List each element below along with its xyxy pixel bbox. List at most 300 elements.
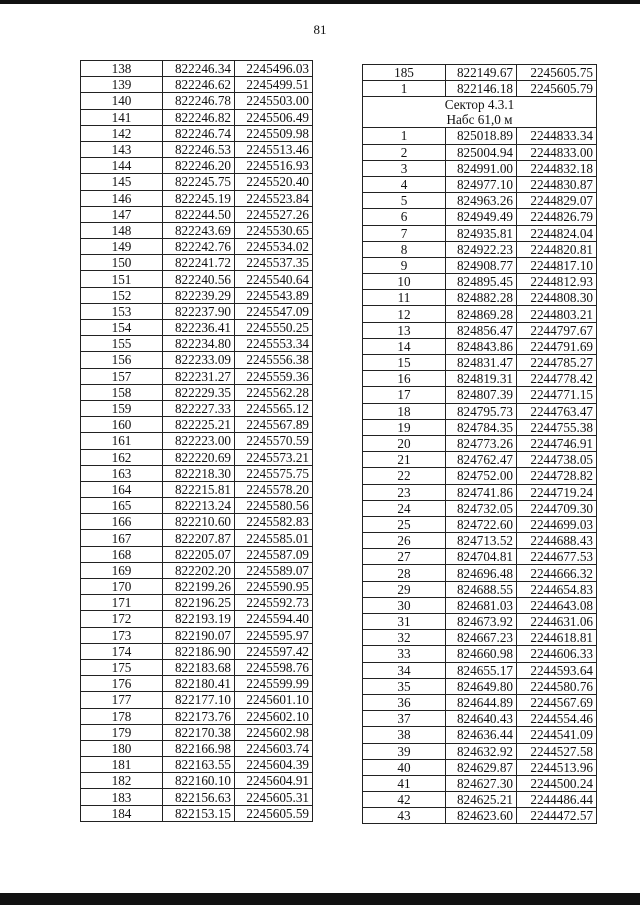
- table-row: [81, 724, 313, 740]
- point-number: 145: [81, 174, 163, 190]
- coordinate-y: 2245513.46: [235, 141, 313, 157]
- coordinate-y: 2245534.02: [235, 239, 313, 255]
- coordinate-y: 2244824.04: [517, 225, 597, 241]
- point-number: 174: [81, 643, 163, 659]
- table-row: [81, 158, 313, 174]
- point-number: 39: [363, 743, 446, 759]
- coordinate-y: 2245547.09: [235, 303, 313, 319]
- point-number: 23: [363, 484, 446, 500]
- point-number: 148: [81, 222, 163, 238]
- table-row: [363, 533, 597, 549]
- coordinate-x: 822207.87: [163, 530, 235, 546]
- coordinate-y: 2245527.26: [235, 206, 313, 222]
- coordinate-y: 2245605.59: [235, 805, 313, 821]
- coordinate-x: 824722.60: [446, 516, 517, 532]
- coordinate-y: 2244832.18: [517, 160, 597, 176]
- point-number: 6: [363, 209, 446, 225]
- coordinate-x: 822231.27: [163, 368, 235, 384]
- coordinate-x: 824640.43: [446, 711, 517, 727]
- section-title: Сектор 4.3.1: [444, 97, 515, 113]
- coordinate-y: 2245605.79: [517, 81, 597, 97]
- point-number: 153: [81, 303, 163, 319]
- coordinate-y: 2244812.93: [517, 274, 597, 290]
- table-row: [81, 239, 313, 255]
- table-row: [363, 355, 597, 371]
- coordinate-x: 822233.09: [163, 352, 235, 368]
- point-number: 17: [363, 387, 446, 403]
- table-row: [363, 468, 597, 484]
- point-number: 169: [81, 562, 163, 578]
- coordinate-y: 2244820.81: [517, 241, 597, 257]
- coordinate-x: 822220.69: [163, 449, 235, 465]
- point-number: 178: [81, 708, 163, 724]
- coordinate-x: 824627.30: [446, 775, 517, 791]
- coordinate-y: 2244771.15: [517, 387, 597, 403]
- section-subtitle: Набс 61,0 м: [446, 112, 513, 128]
- table-row: [363, 694, 597, 710]
- coordinate-x: 822242.76: [163, 239, 235, 255]
- table-row: [81, 579, 313, 595]
- table-row: [363, 290, 597, 306]
- coordinates-table-right: [362, 64, 597, 824]
- coordinate-y: 2245523.84: [235, 190, 313, 206]
- coordinate-y: 2244567.69: [517, 694, 597, 710]
- table-row: [363, 630, 597, 646]
- table-row: [363, 387, 597, 403]
- coordinate-y: 2244817.10: [517, 257, 597, 273]
- table-row: [363, 274, 597, 290]
- coordinate-y: 2245567.89: [235, 417, 313, 433]
- coordinate-x: 822199.26: [163, 579, 235, 595]
- point-number: 168: [81, 546, 163, 562]
- coordinate-y: 2245582.83: [235, 514, 313, 530]
- point-number: 21: [363, 452, 446, 468]
- point-number: 167: [81, 530, 163, 546]
- point-number: 179: [81, 724, 163, 740]
- coordinate-y: 2245587.09: [235, 546, 313, 562]
- coordinate-y: 2245578.20: [235, 481, 313, 497]
- coordinate-y: 2244738.05: [517, 452, 597, 468]
- table-row: [81, 611, 313, 627]
- point-number: 142: [81, 125, 163, 141]
- point-number: 165: [81, 498, 163, 514]
- coordinate-y: 2244728.82: [517, 468, 597, 484]
- coordinate-x: 824741.86: [446, 484, 517, 500]
- table-row: [81, 659, 313, 675]
- point-number: 170: [81, 579, 163, 595]
- coordinate-y: 2245556.38: [235, 352, 313, 368]
- coordinate-y: 2244486.44: [517, 792, 597, 808]
- section-header-row: [363, 97, 597, 128]
- coordinate-x: 824895.45: [446, 274, 517, 290]
- coordinate-x: 824688.55: [446, 581, 517, 597]
- coordinate-y: 2245537.35: [235, 255, 313, 271]
- coordinates-table-left: [80, 60, 313, 822]
- coordinate-y: 2245565.12: [235, 400, 313, 416]
- point-number: 11: [363, 290, 446, 306]
- table-row: [363, 711, 597, 727]
- coordinate-x: 822246.74: [163, 125, 235, 141]
- table-row: [81, 125, 313, 141]
- coordinate-x: 824991.00: [446, 160, 517, 176]
- point-number: 156: [81, 352, 163, 368]
- point-number: 162: [81, 449, 163, 465]
- coordinate-x: 824623.60: [446, 808, 517, 824]
- table-row: [81, 174, 313, 190]
- coordinate-x: 822202.20: [163, 562, 235, 578]
- table-row: [81, 546, 313, 562]
- table-row: [363, 775, 597, 791]
- point-number: 183: [81, 789, 163, 805]
- coordinate-y: 2244833.34: [517, 128, 597, 144]
- coordinate-y: 2245601.10: [235, 692, 313, 708]
- coordinate-x: 822146.18: [446, 81, 517, 97]
- coordinate-x: 824882.28: [446, 290, 517, 306]
- coordinate-x: 822210.60: [163, 514, 235, 530]
- coordinate-x: 824843.86: [446, 338, 517, 354]
- table-row: [81, 222, 313, 238]
- point-number: 180: [81, 740, 163, 756]
- coordinate-x: 822205.07: [163, 546, 235, 562]
- table-row: [363, 338, 597, 354]
- coordinate-x: 822166.98: [163, 740, 235, 756]
- point-number: 26: [363, 533, 446, 549]
- table-row: [363, 743, 597, 759]
- point-number: 176: [81, 676, 163, 692]
- coordinate-x: 822240.56: [163, 271, 235, 287]
- point-number: 30: [363, 597, 446, 613]
- coordinate-x: 822244.50: [163, 206, 235, 222]
- table-row: [81, 481, 313, 497]
- table-row: [81, 773, 313, 789]
- point-number: 9: [363, 257, 446, 273]
- point-number: 3: [363, 160, 446, 176]
- table-row: [81, 400, 313, 416]
- point-number: 158: [81, 384, 163, 400]
- coordinate-y: 2244719.24: [517, 484, 597, 500]
- section-header-cell: [363, 97, 597, 128]
- point-number: 139: [81, 77, 163, 93]
- point-number: 157: [81, 368, 163, 384]
- point-number: 140: [81, 93, 163, 109]
- table-row: [81, 93, 313, 109]
- point-number: 160: [81, 417, 163, 433]
- coordinate-x: 822160.10: [163, 773, 235, 789]
- coordinate-y: 2244778.42: [517, 371, 597, 387]
- table-row: [363, 193, 597, 209]
- coordinate-y: 2244833.00: [517, 144, 597, 160]
- point-number: 149: [81, 239, 163, 255]
- coordinate-x: 822239.29: [163, 287, 235, 303]
- point-number: 28: [363, 565, 446, 581]
- table-row: [81, 498, 313, 514]
- coordinate-x: 822163.55: [163, 757, 235, 773]
- coordinate-y: 2245598.76: [235, 659, 313, 675]
- coordinate-x: 822245.19: [163, 190, 235, 206]
- coordinate-y: 2244803.21: [517, 306, 597, 322]
- coordinate-y: 2245509.98: [235, 125, 313, 141]
- table-row: [81, 757, 313, 773]
- coordinate-x: 822237.90: [163, 303, 235, 319]
- coordinate-x: 822218.30: [163, 465, 235, 481]
- coordinate-y: 2245602.98: [235, 724, 313, 740]
- point-number: 33: [363, 646, 446, 662]
- coordinate-y: 2245575.75: [235, 465, 313, 481]
- coordinate-x: 822245.75: [163, 174, 235, 190]
- coordinate-y: 2245559.36: [235, 368, 313, 384]
- coordinate-y: 2245520.40: [235, 174, 313, 190]
- point-number: 13: [363, 322, 446, 338]
- coordinate-y: 2244580.76: [517, 678, 597, 694]
- point-number: 8: [363, 241, 446, 257]
- point-number: 181: [81, 757, 163, 773]
- coordinate-x: 822243.69: [163, 222, 235, 238]
- coordinate-x: 824704.81: [446, 549, 517, 565]
- coordinate-y: 2245604.91: [235, 773, 313, 789]
- coordinate-y: 2245570.59: [235, 433, 313, 449]
- coordinate-x: 824732.05: [446, 500, 517, 516]
- coordinate-y: 2244746.91: [517, 435, 597, 451]
- table-row: [81, 255, 313, 271]
- coordinate-y: 2245585.01: [235, 530, 313, 546]
- table-row: [363, 435, 597, 451]
- point-number: 164: [81, 481, 163, 497]
- coordinate-x: 824632.92: [446, 743, 517, 759]
- point-number: 34: [363, 662, 446, 678]
- point-number: 12: [363, 306, 446, 322]
- scan-border-bottom: [0, 893, 640, 905]
- table-row: [363, 808, 597, 824]
- coordinate-x: 824869.28: [446, 306, 517, 322]
- table-row: [363, 565, 597, 581]
- coordinate-y: 2244472.57: [517, 808, 597, 824]
- table-row: [81, 320, 313, 336]
- coordinate-x: 824773.26: [446, 435, 517, 451]
- table-row: [81, 789, 313, 805]
- table-row: [81, 676, 313, 692]
- table-row: [81, 417, 313, 433]
- table-row: [81, 530, 313, 546]
- point-number: 41: [363, 775, 446, 791]
- table-row: [363, 759, 597, 775]
- coordinate-y: 2245595.97: [235, 627, 313, 643]
- coordinate-x: 824784.35: [446, 419, 517, 435]
- table-row: [363, 144, 597, 160]
- table-row: [363, 678, 597, 694]
- table-row: [81, 595, 313, 611]
- point-number: 2: [363, 144, 446, 160]
- point-number: 32: [363, 630, 446, 646]
- table-row: [363, 81, 597, 97]
- coordinate-y: 2244830.87: [517, 176, 597, 192]
- point-number: 173: [81, 627, 163, 643]
- coordinate-y: 2244541.09: [517, 727, 597, 743]
- coordinate-x: 824655.17: [446, 662, 517, 678]
- point-number: 138: [81, 61, 163, 77]
- table-row: [81, 109, 313, 125]
- coordinate-y: 2245506.49: [235, 109, 313, 125]
- coordinate-x: 822234.80: [163, 336, 235, 352]
- table-row: [363, 581, 597, 597]
- coordinate-x: 822246.62: [163, 77, 235, 93]
- point-number: 1: [363, 128, 446, 144]
- point-number: 155: [81, 336, 163, 352]
- table-row: [363, 176, 597, 192]
- coordinate-x: 822213.24: [163, 498, 235, 514]
- point-number: 182: [81, 773, 163, 789]
- point-number: 25: [363, 516, 446, 532]
- coordinate-x: 824713.52: [446, 533, 517, 549]
- point-number: 43: [363, 808, 446, 824]
- table-row: [81, 449, 313, 465]
- coordinate-y: 2244643.08: [517, 597, 597, 613]
- table-row: [81, 141, 313, 157]
- coordinate-y: 2245592.73: [235, 595, 313, 611]
- coordinate-y: 2245580.56: [235, 498, 313, 514]
- coordinate-y: 2245589.07: [235, 562, 313, 578]
- coordinate-x: 824922.23: [446, 241, 517, 257]
- scan-border-top: [0, 0, 640, 4]
- table-row: [81, 206, 313, 222]
- point-number: 18: [363, 403, 446, 419]
- coordinate-y: 2245503.00: [235, 93, 313, 109]
- coordinate-x: 824795.73: [446, 403, 517, 419]
- coordinate-x: 822186.90: [163, 643, 235, 659]
- point-number: 38: [363, 727, 446, 743]
- point-number: 151: [81, 271, 163, 287]
- point-number: 184: [81, 805, 163, 821]
- coordinate-y: 2244527.58: [517, 743, 597, 759]
- coordinate-y: 2244829.07: [517, 193, 597, 209]
- coordinate-x: 822227.33: [163, 400, 235, 416]
- table-row: [81, 336, 313, 352]
- point-number: 27: [363, 549, 446, 565]
- point-number: 7: [363, 225, 446, 241]
- coordinate-x: 824644.89: [446, 694, 517, 710]
- coordinate-x: 822173.76: [163, 708, 235, 724]
- point-number: 40: [363, 759, 446, 775]
- table-row: [363, 128, 597, 144]
- point-number: 5: [363, 193, 446, 209]
- coordinate-y: 2245602.10: [235, 708, 313, 724]
- coordinate-x: 824625.21: [446, 792, 517, 808]
- table-row: [363, 65, 597, 81]
- point-number: 146: [81, 190, 163, 206]
- coordinate-x: 822156.63: [163, 789, 235, 805]
- coordinate-y: 2244785.27: [517, 355, 597, 371]
- coordinate-x: 822193.19: [163, 611, 235, 627]
- coordinate-x: 822153.15: [163, 805, 235, 821]
- coordinate-x: 822241.72: [163, 255, 235, 271]
- coordinate-y: 2244755.38: [517, 419, 597, 435]
- coordinate-y: 2245496.03: [235, 61, 313, 77]
- coordinate-x: 824819.31: [446, 371, 517, 387]
- point-number: 36: [363, 694, 446, 710]
- coordinate-y: 2245543.89: [235, 287, 313, 303]
- table-row: [363, 727, 597, 743]
- coordinate-y: 2245604.39: [235, 757, 313, 773]
- point-number: 42: [363, 792, 446, 808]
- point-number: 29: [363, 581, 446, 597]
- table-row: [363, 322, 597, 338]
- table-row: [81, 352, 313, 368]
- coordinate-x: 824752.00: [446, 468, 517, 484]
- coordinate-x: 824629.87: [446, 759, 517, 775]
- coordinate-y: 2245562.28: [235, 384, 313, 400]
- table-row: [363, 549, 597, 565]
- point-number: 172: [81, 611, 163, 627]
- point-number: 141: [81, 109, 163, 125]
- coordinate-y: 2244554.46: [517, 711, 597, 727]
- point-number: 175: [81, 659, 163, 675]
- coordinate-x: 822236.41: [163, 320, 235, 336]
- table-row: [81, 740, 313, 756]
- coordinate-y: 2244666.32: [517, 565, 597, 581]
- coordinate-y: 2244606.33: [517, 646, 597, 662]
- point-number: 1: [363, 81, 446, 97]
- coordinate-y: 2244699.03: [517, 516, 597, 532]
- point-number: 10: [363, 274, 446, 290]
- table-row: [363, 371, 597, 387]
- coordinate-x: 824856.47: [446, 322, 517, 338]
- table-row: [363, 419, 597, 435]
- table-row: [81, 271, 313, 287]
- coordinate-y: 2244791.69: [517, 338, 597, 354]
- coordinate-x: 824673.92: [446, 614, 517, 630]
- table-row: [81, 465, 313, 481]
- coordinate-x: 822246.82: [163, 109, 235, 125]
- point-number: 152: [81, 287, 163, 303]
- table-row: [363, 500, 597, 516]
- coordinate-x: 825004.94: [446, 144, 517, 160]
- coordinate-x: 822246.34: [163, 61, 235, 77]
- coordinate-y: 2244797.67: [517, 322, 597, 338]
- coordinate-x: 824681.03: [446, 597, 517, 613]
- coordinate-y: 2244763.47: [517, 403, 597, 419]
- coordinate-y: 2245530.65: [235, 222, 313, 238]
- coordinate-x: 824831.47: [446, 355, 517, 371]
- coordinate-x: 824660.98: [446, 646, 517, 662]
- coordinate-x: 824762.47: [446, 452, 517, 468]
- coordinate-x: 824667.23: [446, 630, 517, 646]
- coordinate-y: 2244500.24: [517, 775, 597, 791]
- table-row: [81, 692, 313, 708]
- point-number: 4: [363, 176, 446, 192]
- coordinate-y: 2244618.81: [517, 630, 597, 646]
- point-number: 166: [81, 514, 163, 530]
- coordinate-y: 2245516.93: [235, 158, 313, 174]
- coordinate-x: 822215.81: [163, 481, 235, 497]
- table-row: [81, 433, 313, 449]
- table-row: [363, 225, 597, 241]
- point-number: 147: [81, 206, 163, 222]
- coordinate-x: 824935.81: [446, 225, 517, 241]
- coordinate-y: 2244688.43: [517, 533, 597, 549]
- coordinate-y: 2244513.96: [517, 759, 597, 775]
- table-row: [363, 646, 597, 662]
- table-row: [363, 484, 597, 500]
- point-number: 154: [81, 320, 163, 336]
- point-number: 143: [81, 141, 163, 157]
- table-row: [363, 160, 597, 176]
- coordinate-x: 824649.80: [446, 678, 517, 694]
- coordinate-y: 2244654.83: [517, 581, 597, 597]
- page-number: 81: [313, 22, 327, 37]
- point-number: 161: [81, 433, 163, 449]
- table-row: [363, 792, 597, 808]
- table-row: [81, 77, 313, 93]
- point-number: 24: [363, 500, 446, 516]
